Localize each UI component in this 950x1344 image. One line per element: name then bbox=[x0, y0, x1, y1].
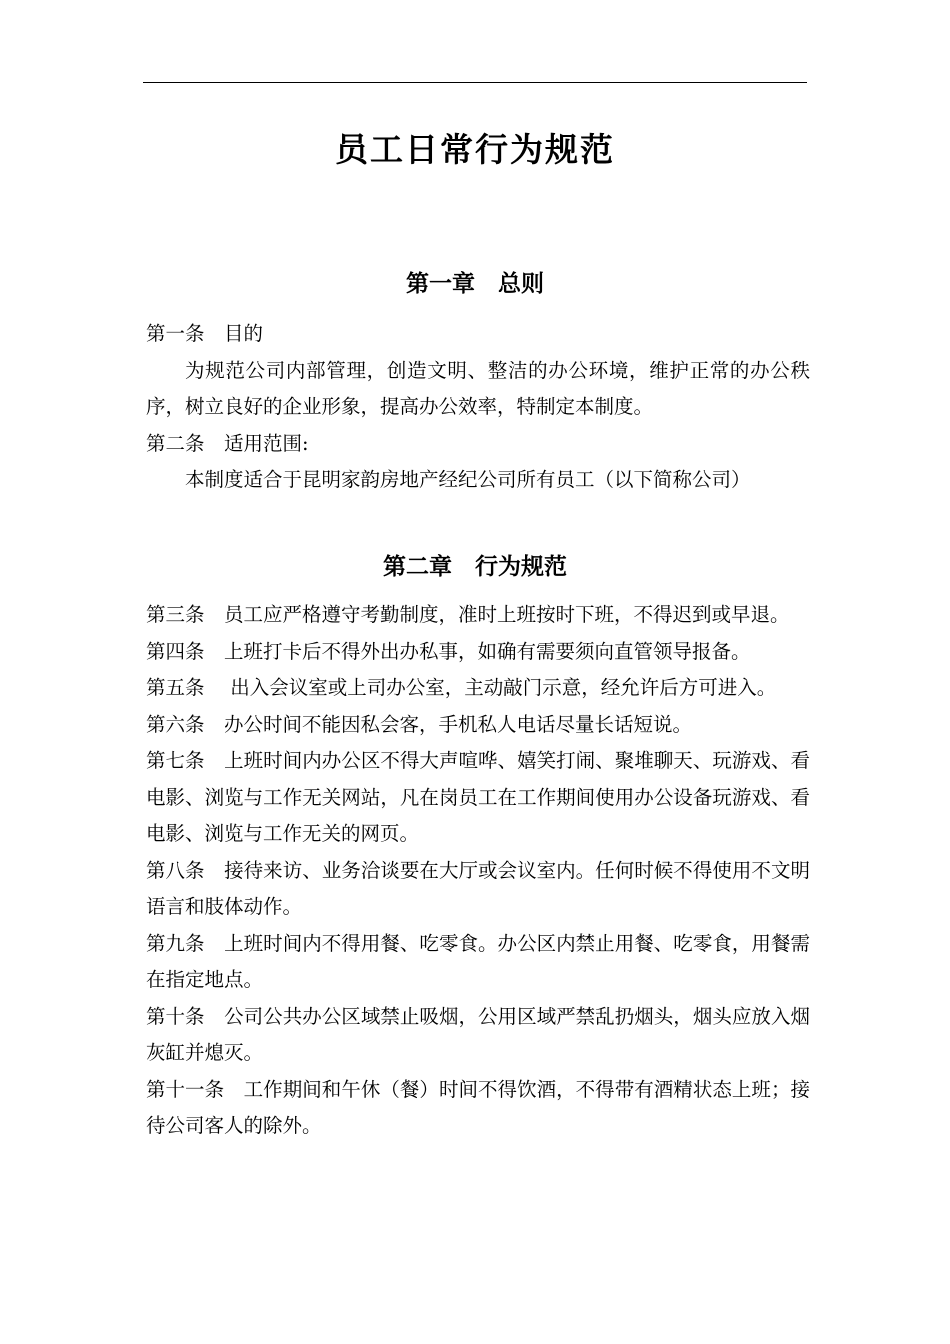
chapter-1-body bbox=[146, 316, 810, 499]
article-9: 第九条 上班时间内不得用餐、吃零食。办公区内禁止用餐、吃零食，用餐需在指定地点。 bbox=[146, 931, 810, 991]
article-8: 第八条 接待来访、业务洽谈要在大厅或会议室内。任何时候不得使用不文明语言和肢体动作。 bbox=[146, 858, 810, 918]
chapter-2-body bbox=[146, 597, 810, 1145]
article-5: 第五条 出入会议室或上司办公室，主动敲门示意，经允许后方可进入。 bbox=[146, 676, 777, 699]
article-1-heading: 第一条 目的 bbox=[146, 322, 264, 345]
article-3: 第三条 员工应严格遵守考勤制度，准时上班按时下班，不得迟到或早退。 bbox=[146, 603, 790, 626]
article-1-text: 为规范公司内部管理，创造文明、整洁的办公环境，维护正常的办公秩序，树立良好的企业形象，提高办公效率，特制定本制度。 bbox=[146, 358, 810, 418]
article-2-heading: 第二条 适用范围: bbox=[146, 431, 309, 455]
document-title: 员工日常行为规范 bbox=[335, 130, 615, 169]
chapter-1-heading: 第一章 总则 bbox=[406, 271, 544, 297]
article-11: 第十一条 工作期间和午休（餐）时间不得饮酒，不得带有酒精状态上班；接待公司客人的除外。 bbox=[146, 1077, 810, 1137]
chapter-2-heading: 第二章 行为规范 bbox=[383, 554, 567, 580]
article-2-text: 本制度适合于昆明家韵房地产经纪公司所有员工（以下简称公司） bbox=[185, 468, 751, 491]
article-6: 第六条 办公时间不能因私会客，手机私人电话尽量长话短说。 bbox=[146, 712, 693, 736]
article-10: 第十条 公司公共办公区域禁止吸烟，公用区域严禁乱扔烟头，烟头应放入烟灰缸并熄灭。 bbox=[146, 1004, 810, 1064]
article-7: 第七条 上班时间内办公区不得大声喧哗、嬉笑打闹、聚堆聊天、玩游戏、看电影、浏览与工作无关网站，凡在岗员工在工作期间使用办公设备玩游戏、看电影、浏览与工作无关的网页。 bbox=[146, 749, 810, 845]
header-rule bbox=[143, 82, 807, 83]
article-4: 第四条 上班打卡后不得外出办私事，如确有需要须向直管领导报备。 bbox=[146, 639, 751, 663]
